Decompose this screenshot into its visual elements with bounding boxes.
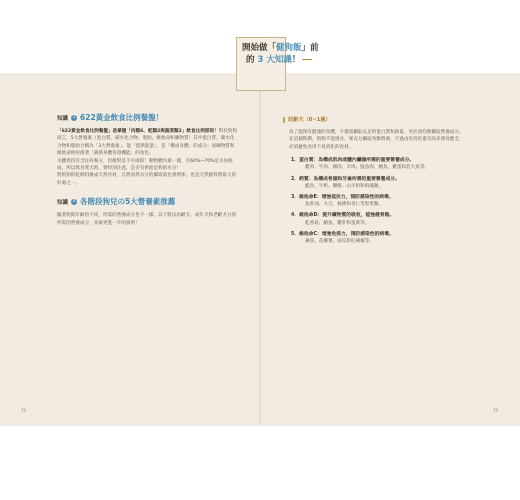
section1-title: 622黃金飲食比例餐盤！ [80, 113, 164, 122]
title-dash-decoration [302, 59, 312, 60]
page-number-left: 72 [21, 408, 27, 413]
puppy-intro: 為了能保有健康的身體，不僅需攝取充足的蛋白質和熱量，更必須均衡攝取營養成分。在這個時期，狗狗不能挑食，要充分攝取各類營養，不過由於消化器官尚未發育健全，必須避免食用不易消化的食材。 [289, 130, 464, 150]
nutrient-foods: 雞肉、牛肉、豬肉、羊肉、鮭魚肉、鯖魚、雞蛋和乳大魚等。 [305, 165, 430, 171]
list-item [291, 231, 465, 245]
left-column [57, 112, 237, 227]
section1-tag: 知識 [57, 115, 69, 122]
section2-title: 各階段狗兒の5大營養素推薦 [80, 197, 176, 207]
section2-header [57, 196, 237, 207]
puppy-section-title: 幼齡犬（0~1歲） [288, 117, 331, 123]
title-line2-highlight: 3 大知識 [257, 55, 292, 65]
puppy-section-header [283, 116, 465, 123]
section2 [57, 196, 237, 227]
nutrient-title: 2．鈣質：為構成骨頭和牙齒所需的重要營養成分。 [291, 176, 400, 182]
title-line1-highlight: 健狗飯 [276, 43, 302, 53]
title-line2-suffix: ！ [291, 55, 301, 65]
section2-tag: 知識 [57, 199, 69, 206]
section1-paragraph1 [57, 128, 237, 158]
title-line1-suffix: 」前 [301, 43, 319, 53]
list-item [291, 212, 465, 226]
list-item [291, 157, 465, 171]
section1-paragraph3: 將狗狗的乾飼料換成天然食材，自然而然水分的攝取量也會增加，也是天然鮮料理最大的好處之一。 [57, 173, 237, 186]
nutrient-foods: 乾香菇、鯖魚、雞肝和蛋黃等。 [305, 220, 370, 226]
page-title [242, 42, 332, 66]
section1-header [57, 112, 237, 123]
section2-paragraph1: 隨著狗狗年齡的不同，所需的營養成分也不一樣，以下將以幼齡犬、成年犬和老齡犬分別所需的營養成分，來做更進一步的說明！ [57, 213, 237, 226]
nutrient-foods: 蕃茄、花椰菜、南瓜和紅辣椒等。 [305, 239, 374, 245]
nutrient-foods: 魚肝油、大豆、核桃和杏仁等堅果類。 [305, 202, 384, 208]
list-item [291, 176, 465, 190]
section1-number: 1 [72, 114, 76, 120]
title-line1-prefix: 開始做「 [242, 43, 277, 53]
nutrient-list [291, 157, 465, 245]
title-line2-prefix: 的 [246, 55, 258, 65]
right-column [283, 116, 465, 249]
list-item [291, 194, 465, 208]
nutrient-title: 4．維他命D：提升礦物質的吸收，能強健骨骼。 [291, 213, 395, 219]
nutrient-foods: 鯷魚、牛奶、優格、山羊奶和海藻類。 [305, 183, 384, 189]
gutter [259, 73, 261, 425]
header-bar-decoration [283, 117, 285, 123]
section1-paragraph1-rest: 對於狗狗而言，5大營養素（蛋白質、碳水化合物、脂肪、維他命和礦物質）其中蛋白質、碳水化合物和脂肪合稱為「3大營養素」，能「提供能量」，是「構成身體」的成分；而礦物質和維他命則扮演著「調節身體各項機能」的角色。 [57, 129, 237, 157]
page-number-right: 73 [493, 408, 499, 413]
nutrient-title: 3．維他命E：增強抵抗力，預防感染性的病毒。 [291, 195, 394, 201]
section1-paragraph2: 水雖然沒有含任何養分，但維對是不可或缺！動物體內最一樣，有60%~70%是水份組成，所以飲食愛犬時，要特別注意，是否有供給足夠的水分！ [57, 158, 233, 172]
nutrient-title: 5．維他命C：增強免疫力，預防感染性的病毒。 [291, 231, 394, 237]
section2-number: 2 [72, 198, 76, 204]
nutrient-title: 1．蛋白質：為構成肌肉或體內臟器所需的重要營養成分。 [291, 158, 415, 164]
section1-paragraph1-bold: 「622黃金飲食比例餐盤」是掌握「肉類6、乾類2與蔬菜類2」飲食比例原則！ [57, 129, 219, 134]
